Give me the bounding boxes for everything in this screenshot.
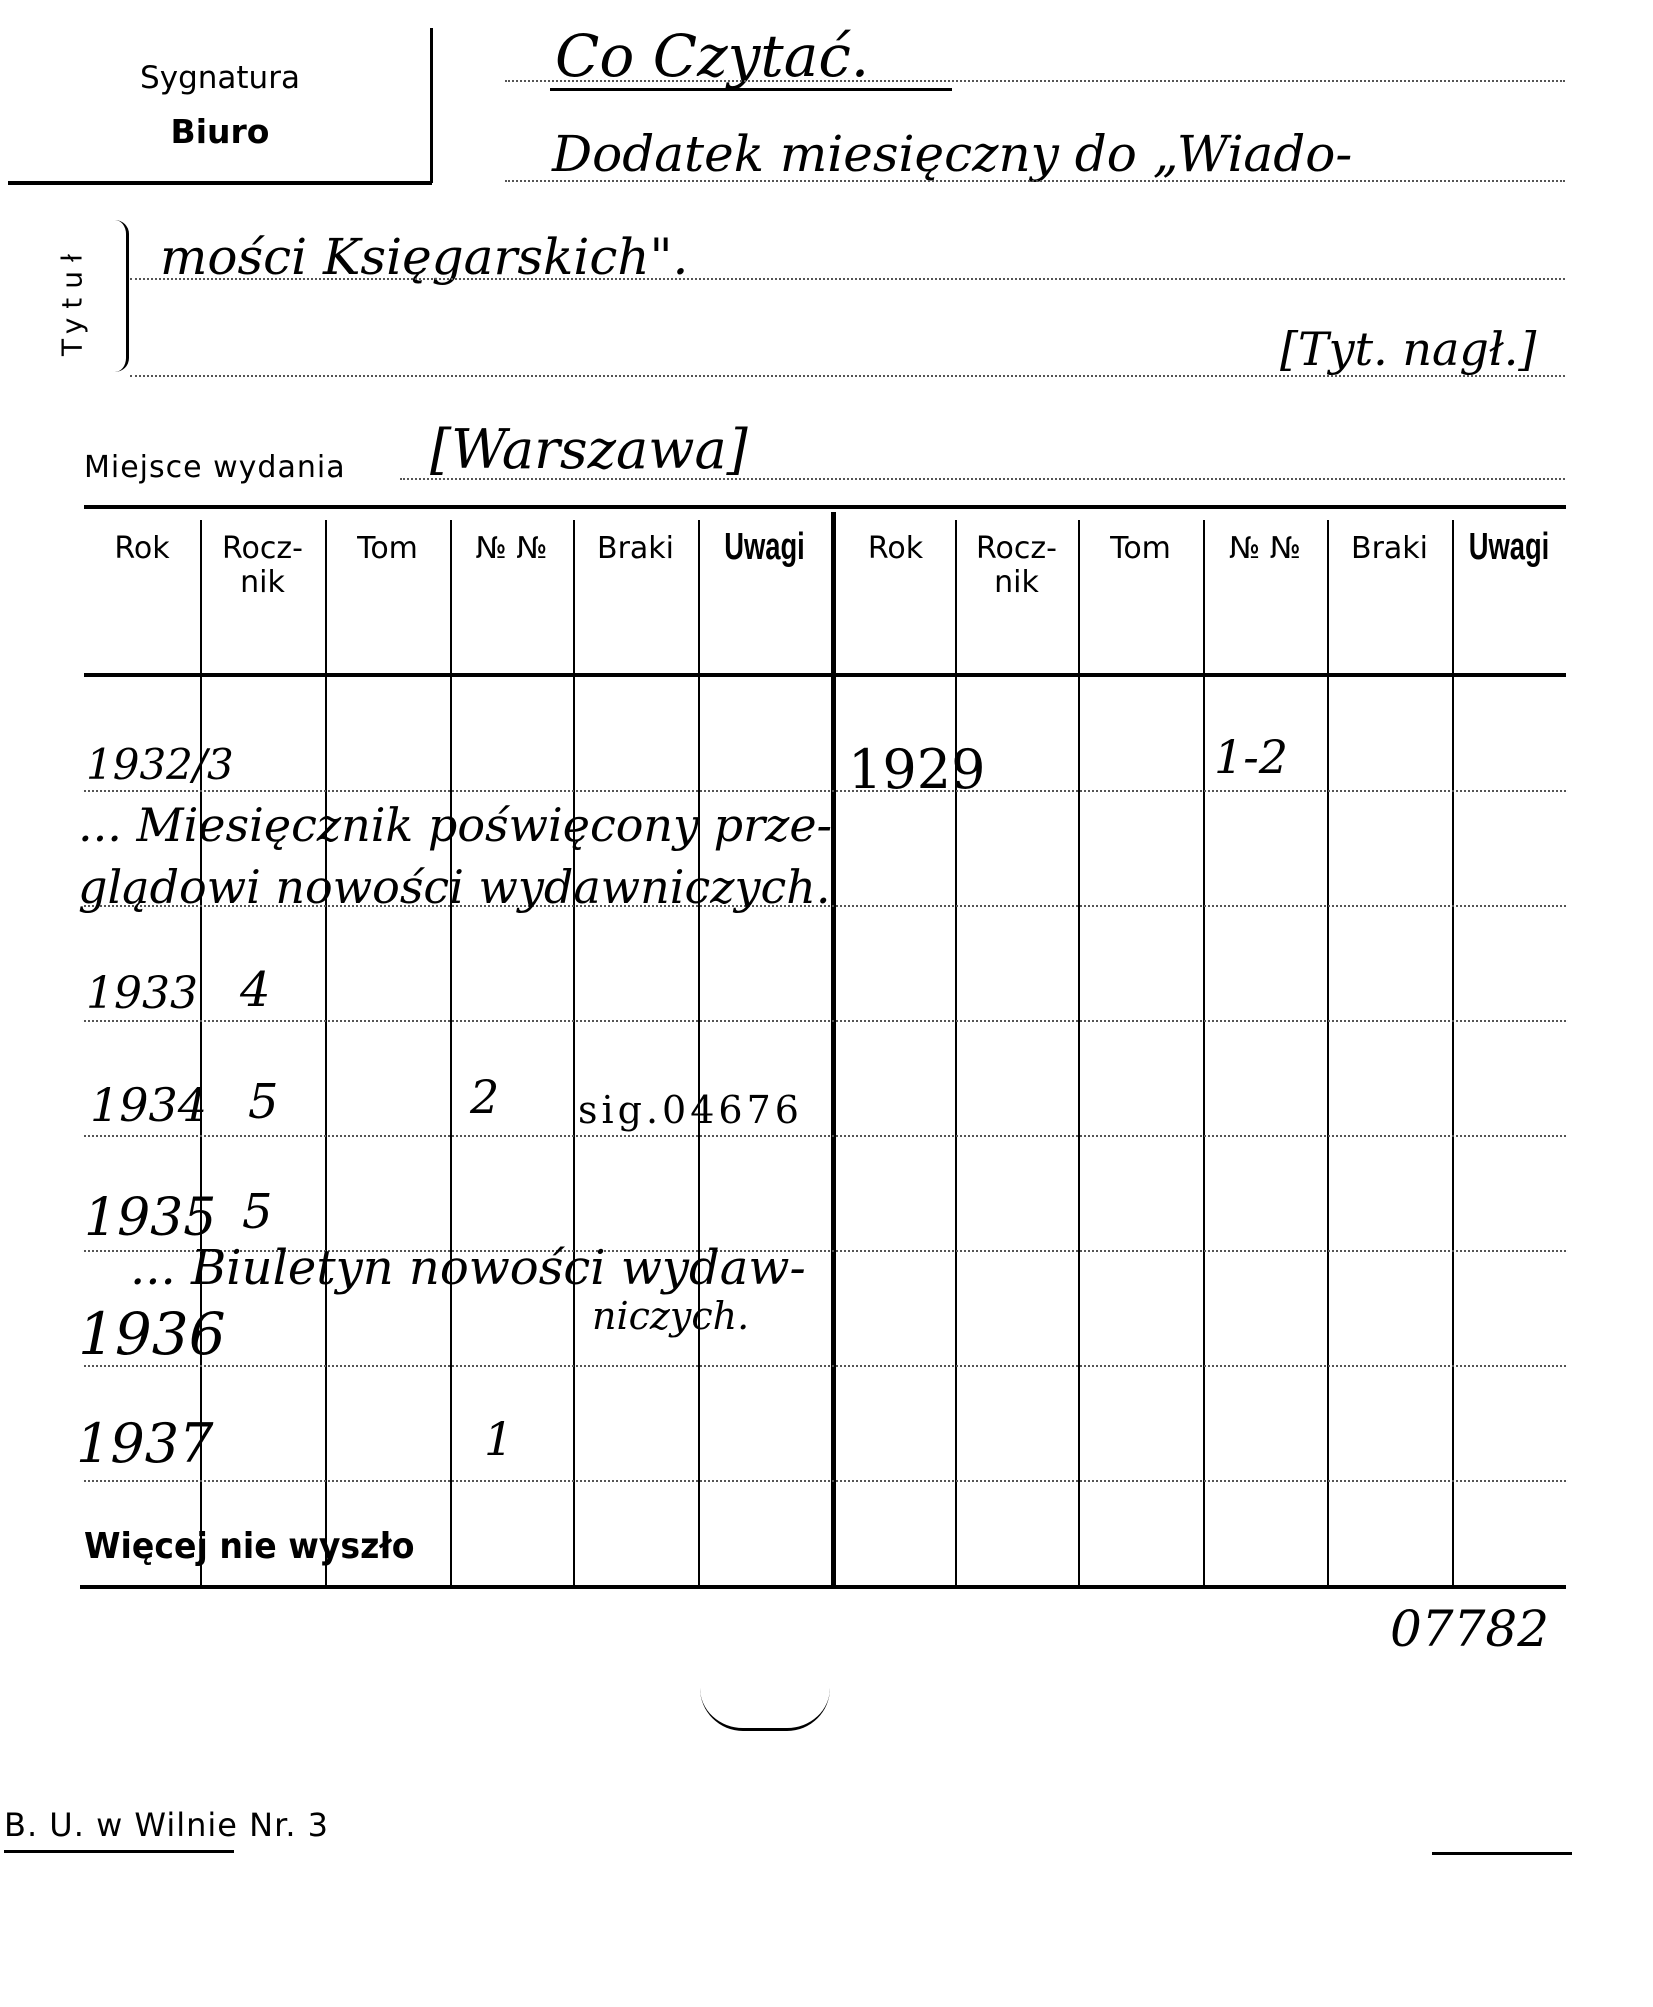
title-note: [Tyt. nagł.] xyxy=(1280,322,1537,376)
title-dotted-line-2 xyxy=(505,180,1565,182)
title-dotted-line-3 xyxy=(130,278,1565,280)
col-divider-5 xyxy=(698,520,700,1587)
entry-braki-1934: sig.04676 xyxy=(578,1088,803,1132)
table-bottom-border xyxy=(80,1585,1566,1589)
sygnatura-box-bottom-border xyxy=(8,181,432,185)
entry-year-1936: 1936 xyxy=(78,1300,226,1368)
entry-note-line-2: glądowi nowości wydawniczych. xyxy=(78,860,831,914)
entry-bulletin-line-2: niczych. xyxy=(592,1294,750,1338)
col-divider-11 xyxy=(1452,520,1454,1587)
col-divider-9 xyxy=(1203,520,1205,1587)
tytul-label: Tytuł xyxy=(55,245,89,356)
title-line-2: Dodatek miesięczny do „Wiado- xyxy=(552,125,1353,183)
row-line-6 xyxy=(84,1365,1566,1367)
entry-year-1933: 1933 xyxy=(86,968,198,1019)
header-rok-right: Rok xyxy=(867,531,924,566)
header-uwagi-left: Uwagi xyxy=(724,526,805,568)
title-dotted-line-1 xyxy=(505,80,1565,82)
entry-year-1934: 1934 xyxy=(90,1078,208,1132)
col-divider-10 xyxy=(1327,520,1329,1587)
footer-right-rule xyxy=(1432,1852,1572,1855)
col-divider-8 xyxy=(1078,520,1080,1587)
header-nr-left: № № xyxy=(475,531,548,566)
header-rocznik-left: Rocz- nik xyxy=(222,531,303,600)
entry-nr-1934: 2 xyxy=(470,1070,500,1124)
entry-note-line-1: ... Miesięcznik poświęcony prze- xyxy=(78,798,833,852)
entry-rocznik-1934: 5 xyxy=(248,1074,279,1130)
col-divider-3 xyxy=(450,520,452,1587)
entry-rocznik-1933: 4 xyxy=(240,962,271,1018)
title-dotted-line-4 xyxy=(130,375,1565,377)
row-line-4 xyxy=(84,1135,1566,1137)
sygnatura-box-right-border xyxy=(430,28,433,183)
table-center-divider xyxy=(831,512,836,1587)
entry-nr-1937: 1 xyxy=(484,1412,514,1466)
entry-nr-1929: 1-2 xyxy=(1214,730,1289,784)
footer-number: 07782 xyxy=(1390,1600,1550,1658)
title-underline xyxy=(550,88,952,91)
table-header-bottom-border xyxy=(84,673,1566,677)
row-line-3 xyxy=(84,1020,1566,1022)
sygnatura-value: Biuro xyxy=(170,112,270,151)
header-nr-right: № № xyxy=(1229,531,1301,566)
header-braki-left: Braki xyxy=(596,531,674,566)
col-divider-2 xyxy=(325,520,327,1587)
title-line-3: mości Księgarskich". xyxy=(160,228,689,286)
sygnatura-label: Sygnatura xyxy=(140,60,300,96)
entry-bulletin-line-1: ... Biuletyn nowości wydaw- xyxy=(130,1240,806,1296)
entry-year-1932: 1932/3 xyxy=(86,740,234,789)
decorative-curve xyxy=(700,1688,830,1731)
row-line-1 xyxy=(84,790,1566,792)
header-braki-right: Braki xyxy=(1350,531,1428,566)
miejsce-dotted-line xyxy=(400,478,1565,480)
title-line-1: Co Czytać. xyxy=(555,22,870,90)
entry-rocznik-1935: 5 xyxy=(242,1184,273,1240)
footer-library-label: B. U. w Wilnie Nr. 3 xyxy=(4,1806,330,1844)
closing-note: Więcej nie wyszło xyxy=(84,1526,415,1567)
header-rok-left: Rok xyxy=(114,531,170,566)
row-line-7 xyxy=(84,1480,1566,1482)
entry-year-1935: 1935 xyxy=(84,1188,217,1248)
table-top-border xyxy=(84,505,1566,509)
entry-year-1937: 1937 xyxy=(76,1412,214,1475)
miejsce-value: [Warszawa] xyxy=(430,418,748,481)
miejsce-label: Miejsce wydania xyxy=(84,450,346,485)
footer-left-rule xyxy=(4,1850,234,1853)
col-divider-4 xyxy=(573,520,575,1587)
tytul-brace xyxy=(112,220,129,372)
header-tom-left: Tom xyxy=(357,531,418,566)
header-uwagi-right: Uwagi xyxy=(1468,526,1550,568)
header-tom-right: Tom xyxy=(1110,531,1171,566)
col-divider-7 xyxy=(955,520,957,1587)
header-rocznik-right: Rocz- nik xyxy=(976,531,1057,600)
entry-year-1929: 1929 xyxy=(848,738,986,801)
